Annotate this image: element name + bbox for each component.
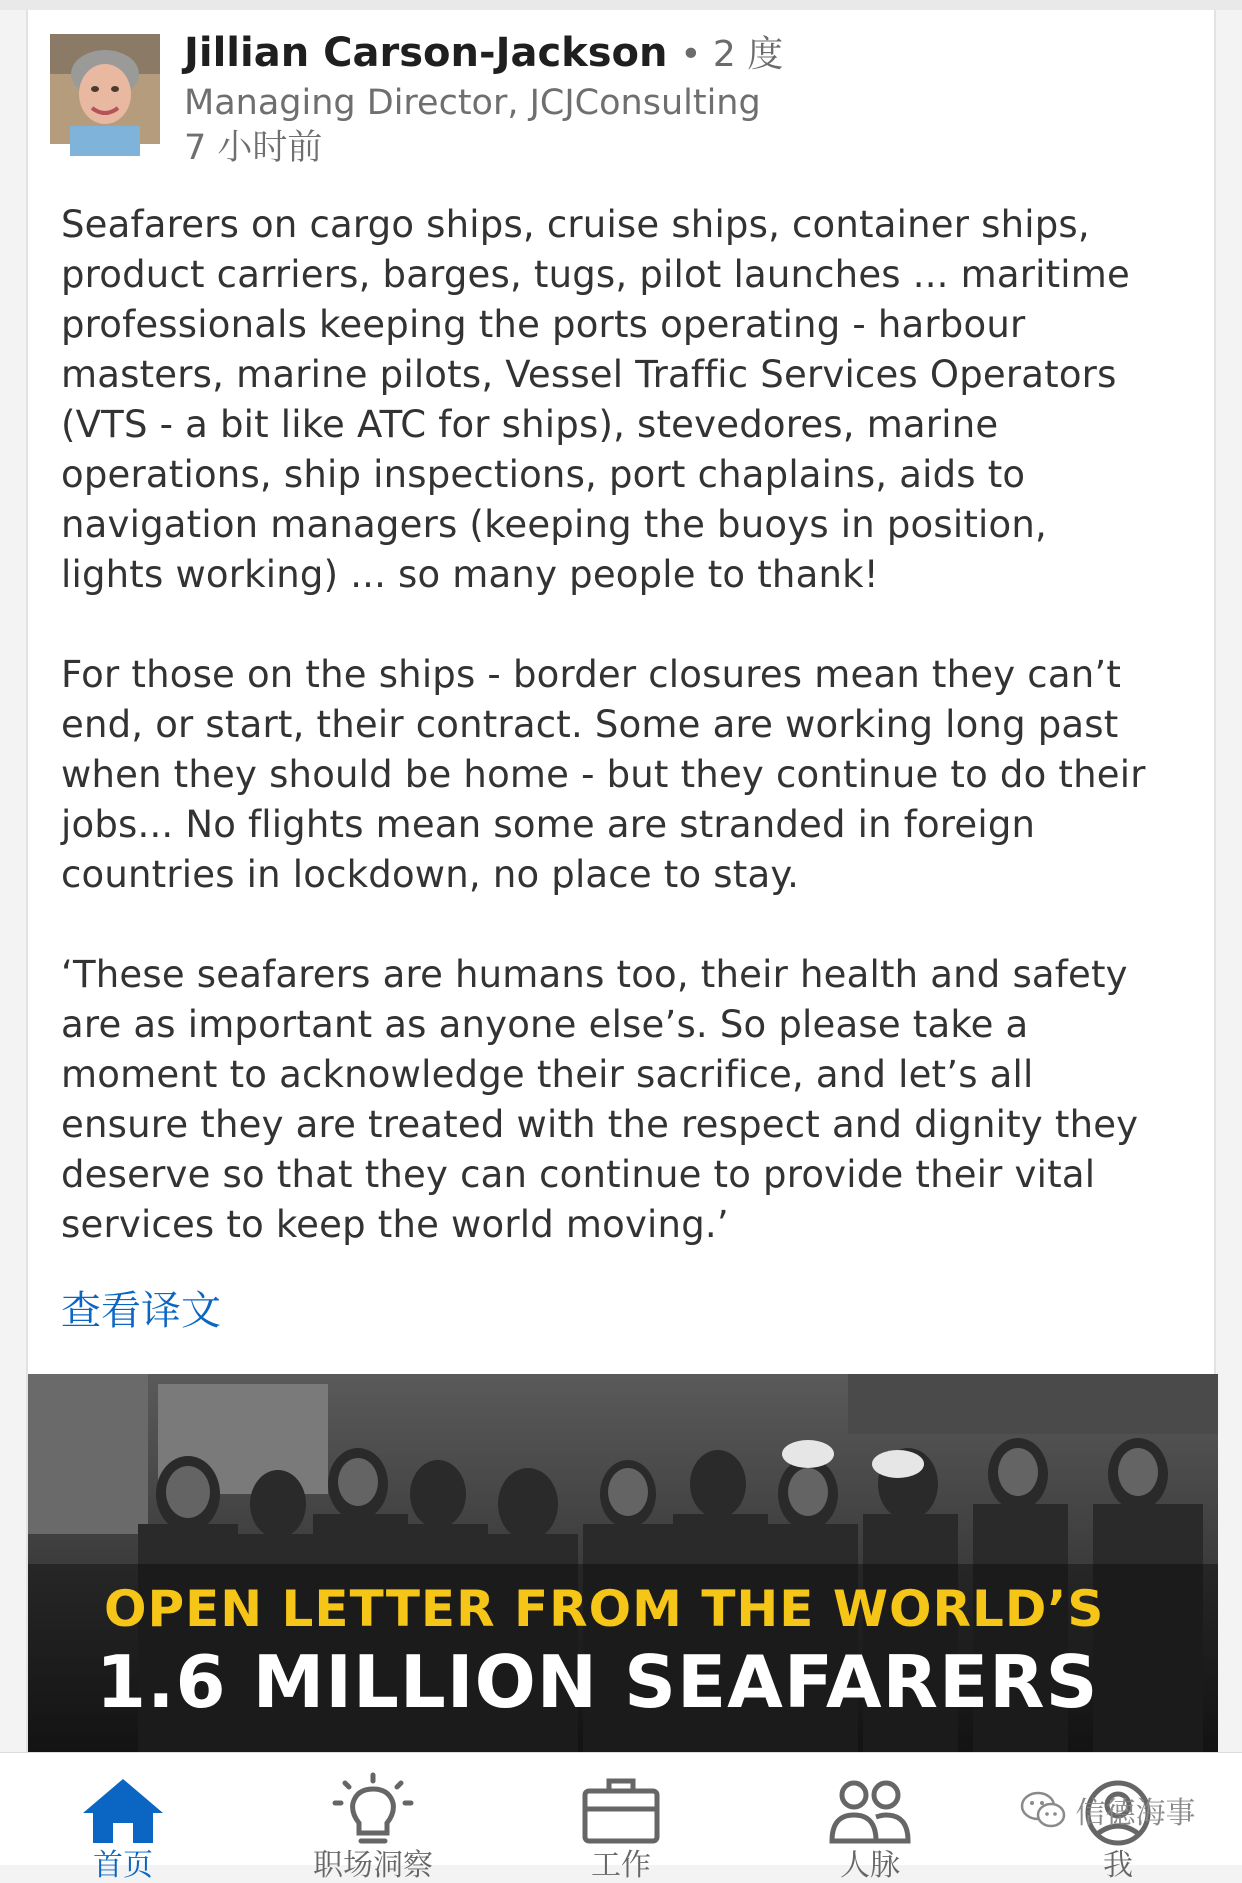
avatar-image	[50, 34, 160, 144]
post-paragraph	[61, 200, 1191, 600]
people-icon	[826, 1773, 914, 1847]
tab-label: 首页	[93, 1848, 153, 1883]
author-headline: Managing Director, JCJConsulting	[184, 83, 761, 123]
author-name[interactable]: Jillian Carson-Jackson	[184, 30, 668, 76]
wechat-watermark	[1020, 1788, 1196, 1832]
text-line: Seafarers on cargo ships, cruise ships, container ships,	[61, 203, 1090, 246]
text-line: ‘These seafarers are humans too, their health and safety	[61, 953, 1128, 996]
post-timestamp: 7 小时前	[184, 128, 323, 168]
see-translation-link[interactable]: 查看译文	[61, 1288, 221, 1334]
author-line	[184, 28, 783, 80]
text-line: services to keep the world moving.’	[61, 1203, 729, 1246]
tab-label: 工作	[591, 1848, 651, 1883]
feed-post-card	[26, 10, 1216, 1752]
connection-degree: • 2 度	[680, 34, 784, 75]
tab-home[interactable]	[23, 1753, 223, 1883]
text-line: lights working) ... so many people to thank!	[61, 553, 879, 596]
top-strip	[0, 0, 1242, 10]
author-avatar[interactable]	[50, 34, 160, 144]
text-line: For those on the ships - border closures mean they can’t	[61, 653, 1122, 696]
text-line: end, or start, their contract. Some are working long past	[61, 703, 1119, 746]
text-line: navigation managers (keeping the buoys in position,	[61, 503, 1047, 546]
tab-label: 人脉	[840, 1848, 900, 1883]
author-block	[184, 28, 783, 170]
tab-label: 职场洞察	[313, 1848, 433, 1883]
image-headline-line1: OPEN LETTER FROM THE WORLD’S	[104, 1580, 1105, 1638]
text-line: countries in lockdown, no place to stay.	[61, 853, 800, 896]
lightbulb-icon	[329, 1773, 417, 1847]
image-headline-line2: 1.6 MILLION SEAFARERS	[96, 1640, 1099, 1724]
tab-network[interactable]	[770, 1753, 970, 1883]
text-line: ensure they are treated with the respect and dignity they	[61, 1103, 1139, 1146]
text-line: professionals keeping the ports operating - harbour	[61, 303, 1026, 346]
wechat-icon	[1020, 1790, 1066, 1830]
text-line: operations, ship inspections, port chaplains, aids to	[61, 453, 1026, 496]
home-icon	[79, 1773, 167, 1847]
text-line: are as important as anyone else’s. So please take a	[61, 1003, 1029, 1046]
tab-jobs[interactable]	[521, 1753, 721, 1883]
text-line: jobs... No flights mean some are stranded in foreign	[61, 803, 1036, 846]
post-text	[61, 200, 1191, 1300]
text-line: product carriers, barges, tugs, pilot launches ... maritime	[61, 253, 1130, 296]
briefcase-icon	[577, 1773, 665, 1847]
tab-insights[interactable]	[273, 1753, 473, 1883]
watermark-text: 信德海事	[1075, 1796, 1196, 1831]
post-paragraph	[61, 950, 1191, 1250]
text-line: masters, marine pilots, Vessel Traffic Services Operators	[61, 353, 1117, 396]
post-image[interactable]	[28, 1374, 1218, 1752]
text-line: when they should be home - but they continue to do their	[61, 753, 1146, 796]
post-paragraph	[61, 650, 1191, 900]
text-line: (VTS - a bit like ATC for ships), stevedores, marine	[61, 403, 999, 446]
tab-label: 我	[1103, 1848, 1133, 1883]
text-line: moment to acknowledge their sacrifice, and let’s all	[61, 1053, 1034, 1096]
text-line: deserve so that they can continue to provide their vital	[61, 1153, 1096, 1196]
